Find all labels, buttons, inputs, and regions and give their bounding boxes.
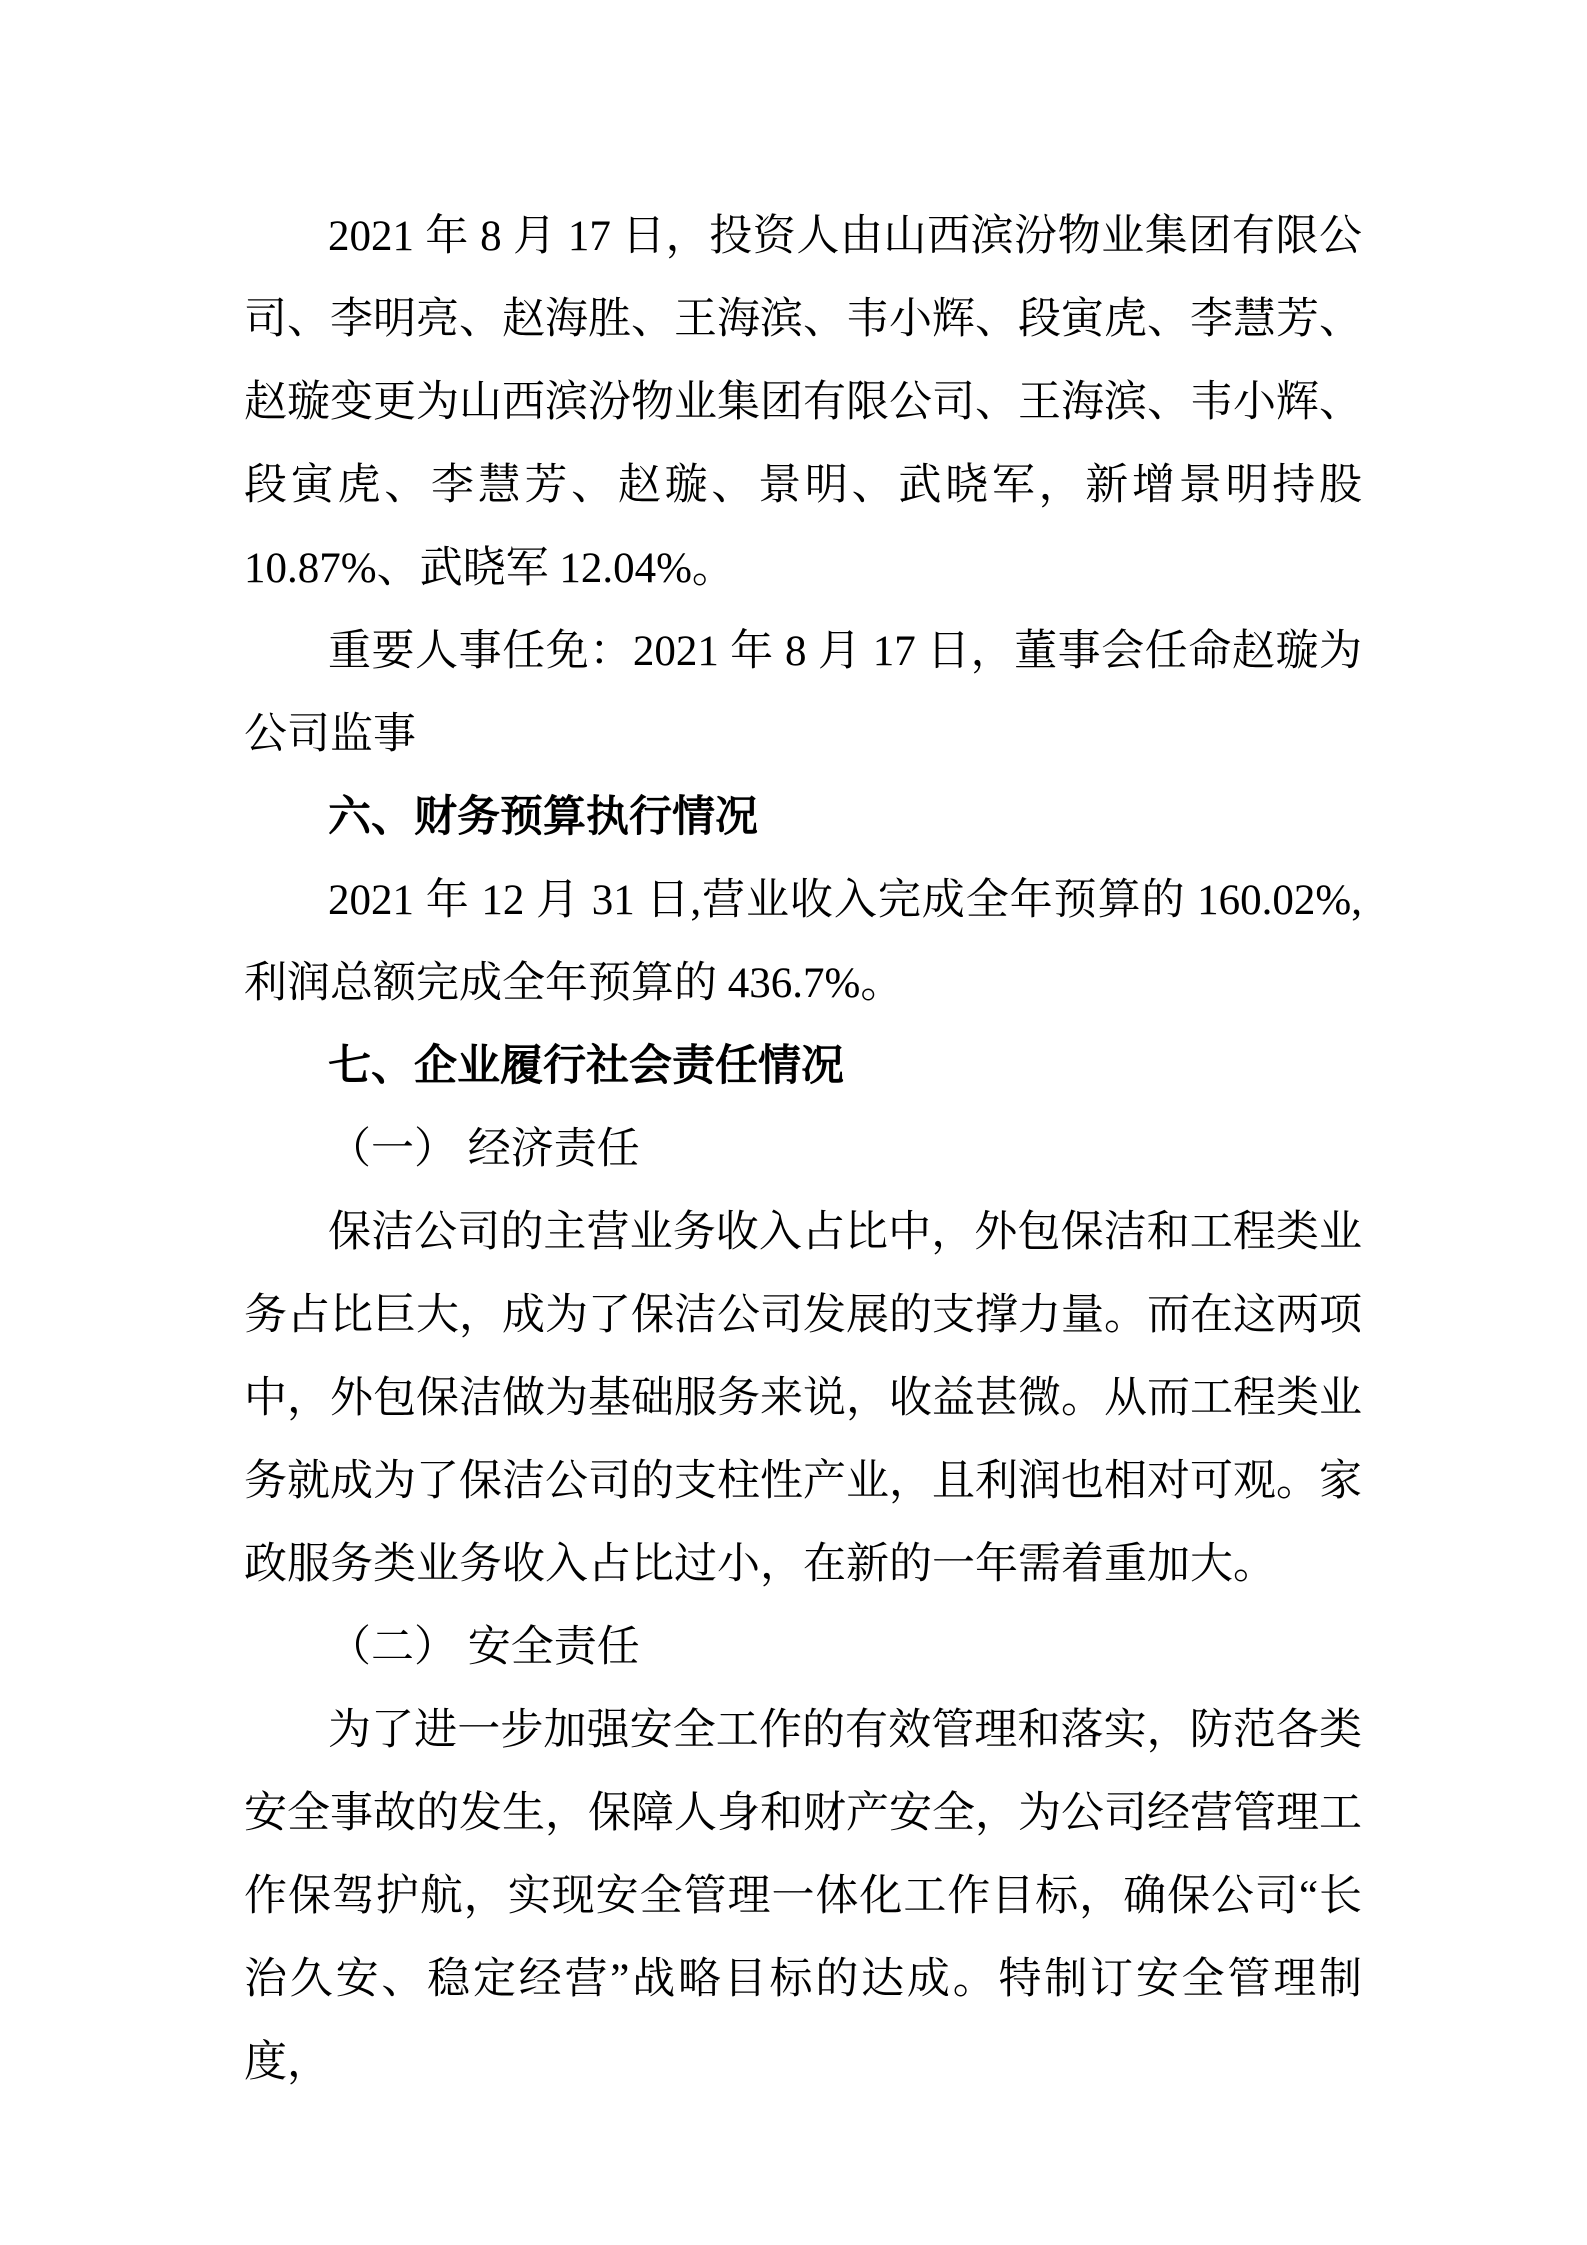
paragraph-economic-responsibility: 保洁公司的主营业务收入占比中，外包保洁和工程类业务占比巨大，成为了保洁公司发展的支撑力量。而在这两项中，外包保洁做为基础服务来说，收益甚微。从而工程类业务就成为了保洁公司的支柱性产业，且利润也相对可观。家政服务类业务收入占比过小，在新的一年需着重加大。 — [244, 1209, 1362, 1588]
paragraph-safety-responsibility: 为了进一步加强安全工作的有效管理和落实，防范各类安全事故的发生，保障人身和财产安全，为公司经营管理工作保驾护航，实现安全管理一体化工作目标，确保公司“长治久安、稳定经营”战略目标的达成。特制订安全管理制度， — [244, 1707, 1362, 2086]
heading-section-6-budget-execution: 六、财务预算执行情况 — [328, 793, 758, 841]
heading-section-7-social-responsibility: 七、企业履行社会责任情况 — [328, 1042, 844, 1090]
paragraph-investor-change: 2021 年 8 月 17 日，投资人由山西滨汾物业集团有限公司、李明亮、赵海胜、王海滨、韦小辉、段寅虎、李慧芳、赵璇变更为山西滨汾物业集团有限公司、王海滨、韦小辉、段寅虎、李慧芳、赵璇、景明、武晓军，新增景明持股 10.87%、武晓军 12.04%。 — [244, 213, 1362, 592]
paragraph-budget-results: 2021 年 12 月 31 日,营业收入完成全年预算的 160.02%,利润总额完成全年预算的 436.7%。 — [244, 877, 1362, 1007]
subheading-economic-responsibility: （一） 经济责任 — [328, 1126, 640, 1173]
paragraph-personnel-appointment: 重要人事任免：2021 年 8 月 17 日，董事会任命赵璇为公司监事 — [244, 628, 1362, 758]
document-text-flow — [244, 195, 1362, 2104]
subheading-safety-responsibility: （二） 安全责任 — [328, 1624, 640, 1671]
